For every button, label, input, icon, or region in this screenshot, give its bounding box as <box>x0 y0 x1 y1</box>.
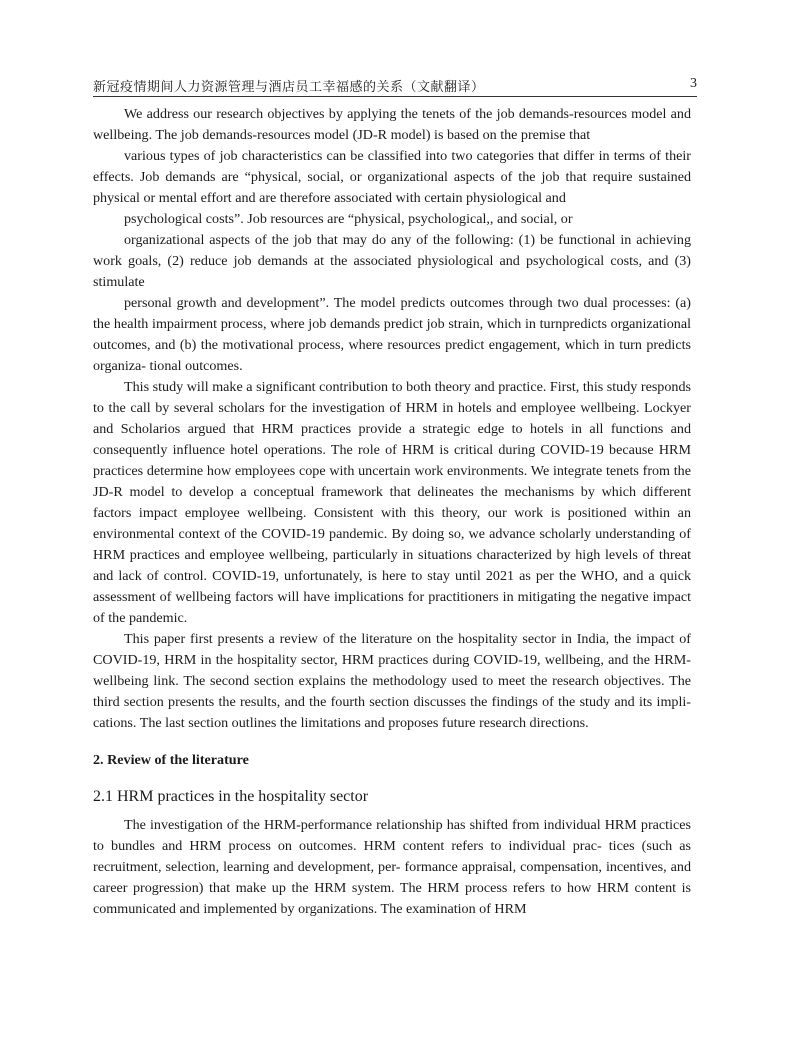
body-text <box>93 104 691 920</box>
paragraph: personal growth and development”. The model predicts outcomes through two dual processes: (a) the health impairment process, where job demands predict job strain, which in turnpredicts organizational outcomes, and (b) the motivational process, where resources predict engagement, which in turn predicts organiza- tional outcomes. <box>93 295 691 374</box>
paragraph: organizational aspects of the job that may do any of the following: (1) be functional in achieving work goals, (2) reduce job demands at the associated physiological and psychological costs, and (3) stimulate <box>93 232 691 290</box>
header-title: 新冠疫情期间人力资源管理与酒店员工幸福感的关系（文献翻译） <box>93 80 485 95</box>
page-number: 3 <box>690 76 697 91</box>
paragraph: psychological costs”. Job resources are “physical, psychological,, and social, or <box>124 211 573 227</box>
subsection-heading: 2.1 HRM practices in the hospitality sector <box>93 788 369 805</box>
paragraph: This paper first presents a review of the literature on the hospitality sector in India, the impact of COVID-19, HRM in the hospitality sector, HRM practices during COVID-19, wellbeing, and the HRM-wellbeing link. The second section explains the methodology used to meet the research objectives. The third section presents the results, and the fourth section discusses the findings of the study and its impli- cations. The last section outlines the limitations and proposes future research directions. <box>93 631 691 731</box>
paragraph: The investigation of the HRM-performance relationship has shifted from individual HRM practices to bundles and HRM process on outcomes. HRM content refers to individual prac- tices (such as recruitment, selection, learning and development, per- formance appraisal, compensation, incentives, and career progression) that make up the HRM system. The HRM process refers to how HRM content is communicated and implemented by organizations. The examination of HRM <box>93 817 691 917</box>
section-heading: 2. Review of the literature <box>93 752 249 768</box>
paragraph: We address our research objectives by applying the tenets of the job demands-resources model and wellbeing. The job demands-resources model (JD-R model) is based on the premise that <box>93 106 691 143</box>
paragraph: This study will make a significant contribution to both theory and practice. First, this study responds to the call by several scholars for the investigation of HRM in hotels and employee wellbeing. Lockyer and Scholarios argued that HRM practices provide a strategic edge to hotels in all functions and consequently influence hotel operations. The role of HRM is critical during COVID-19 because HRM practices determine how employees cope with uncertain work environments. We integrate tenets from the JD-R model to develop a conceptual framework that delineates the mechanisms by which different factors impact employee wellbeing. Consistent with this theory, our work is positioned within an environmental context of the COVID-19 pandemic. By doing so, we advance scholarly understanding of HRM practices and employee wellbeing, particularly in situations characterized by high levels of threat and lack of control. COVID-19, unfortunately, is here to stay until 2021 as per the WHO, and a quick assessment of wellbeing factors will have implications for practitioners in mitigating the negative impact of the pandemic. <box>93 379 691 626</box>
paragraph: various types of job characteristics can be classified into two categories that differ in terms of their effects. Job demands are “physical, social, or organizational aspects of the job that require sustained physical or mental effort and are therefore associated with certain physiological and <box>93 148 691 206</box>
running-header <box>93 76 697 97</box>
